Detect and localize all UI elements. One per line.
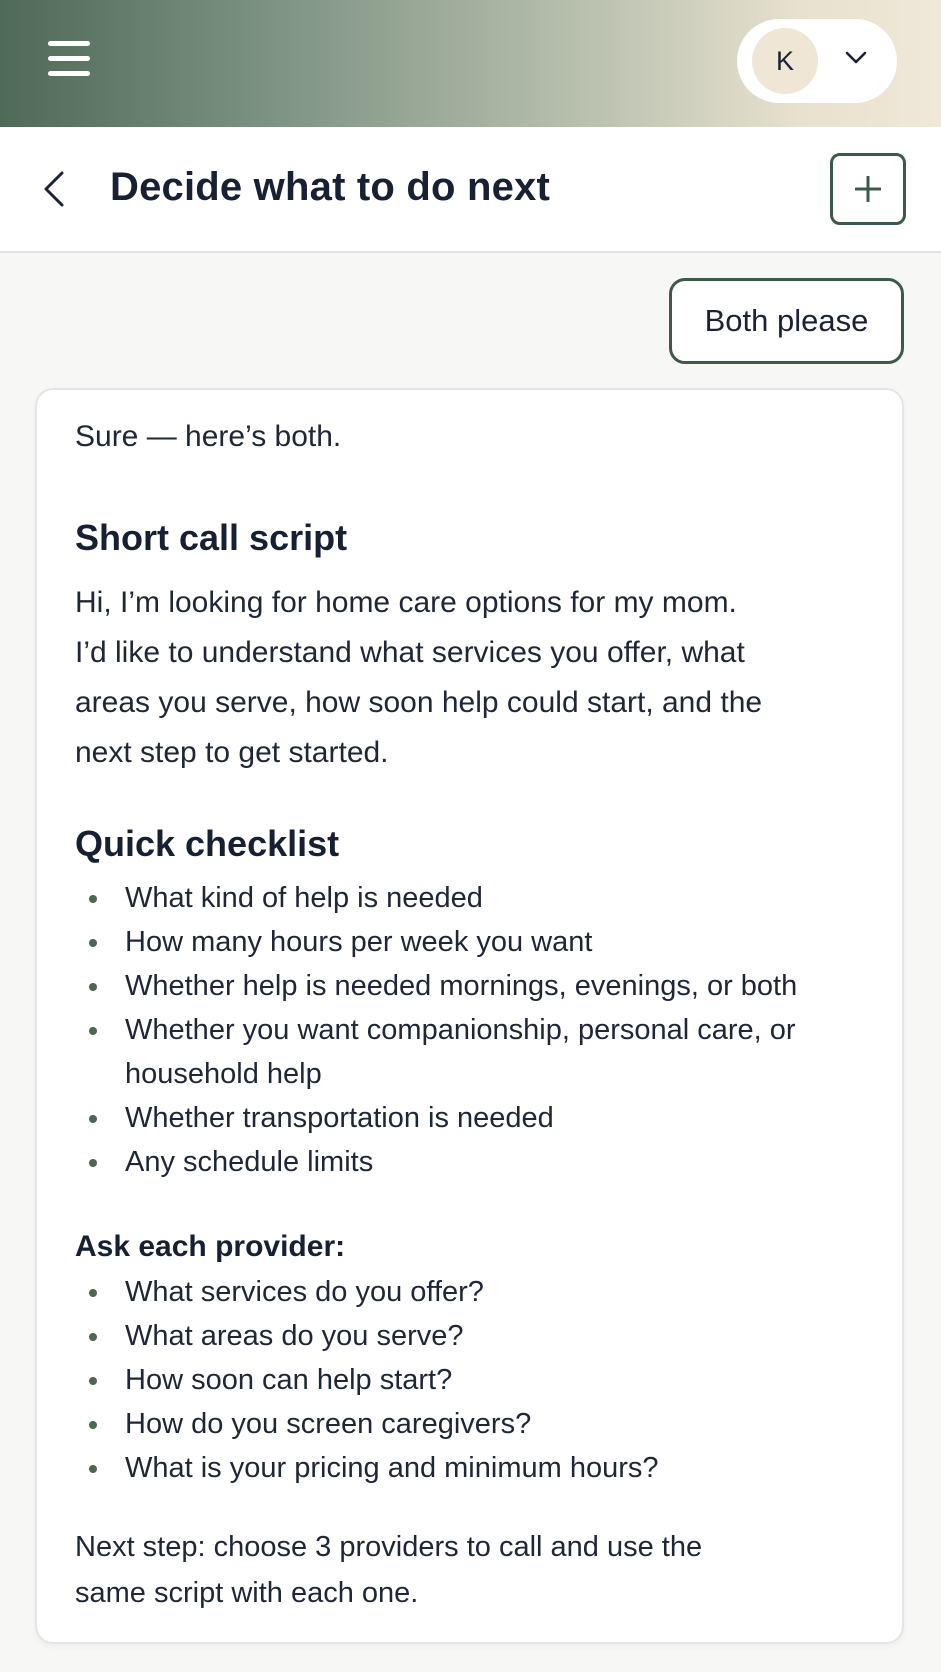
list-item: Whether you want companionship, personal care, or household help (75, 1008, 797, 1096)
script-line: I’d like to understand what services you offer, what (75, 636, 745, 669)
script-heading: Short call script (75, 517, 348, 558)
next-step-text (75, 1524, 702, 1616)
list-item: Whether transportation is needed (75, 1096, 797, 1140)
call-script-paragraph (75, 578, 835, 778)
next-step-line: same script with each one. (75, 1577, 419, 1609)
assistant-intro: Sure — here’s both. (75, 420, 342, 453)
list-item: Any schedule limits (75, 1140, 797, 1184)
list-item: What areas do you serve? (75, 1314, 658, 1358)
account-menu-button[interactable] (737, 19, 897, 103)
script-line: Hi, I’m looking for home care options for my mom. (75, 586, 737, 619)
user-message-text: Both please (704, 303, 869, 338)
plus-icon (855, 176, 881, 202)
top-app-bar (0, 0, 941, 127)
list-item: How soon can help start? (75, 1358, 658, 1402)
script-line: areas you serve, how soon help could start, and the (75, 686, 763, 719)
ask-provider-heading: Ask each provider: (75, 1230, 346, 1263)
chevron-down-icon (845, 51, 867, 65)
avatar (752, 28, 818, 94)
assistant-message-card (35, 388, 904, 1644)
next-step-line: Next step: choose 3 providers to call and use the (75, 1531, 703, 1563)
chevron-left-icon[interactable] (38, 169, 72, 209)
new-chat-button[interactable] (830, 153, 906, 225)
list-item: What services do you offer? (75, 1270, 658, 1314)
user-message-bubble (669, 278, 904, 364)
provider-questions (75, 1270, 658, 1490)
checklist (75, 876, 797, 1184)
list-item: How do you screen caregivers? (75, 1402, 658, 1446)
list-item: What is your pricing and minimum hours? (75, 1446, 658, 1490)
checklist-heading: Quick checklist (75, 823, 340, 864)
list-item: What kind of help is needed (75, 876, 797, 920)
page-title: Decide what to do next (110, 165, 551, 209)
list-item: Whether help is needed mornings, evenings, or both (75, 964, 797, 1008)
conversation-header (0, 127, 941, 253)
avatar-initial: K (775, 45, 794, 76)
list-item: How many hours per week you want (75, 920, 797, 964)
hamburger-menu-icon[interactable] (48, 41, 90, 77)
script-line: next step to get started. (75, 736, 389, 769)
